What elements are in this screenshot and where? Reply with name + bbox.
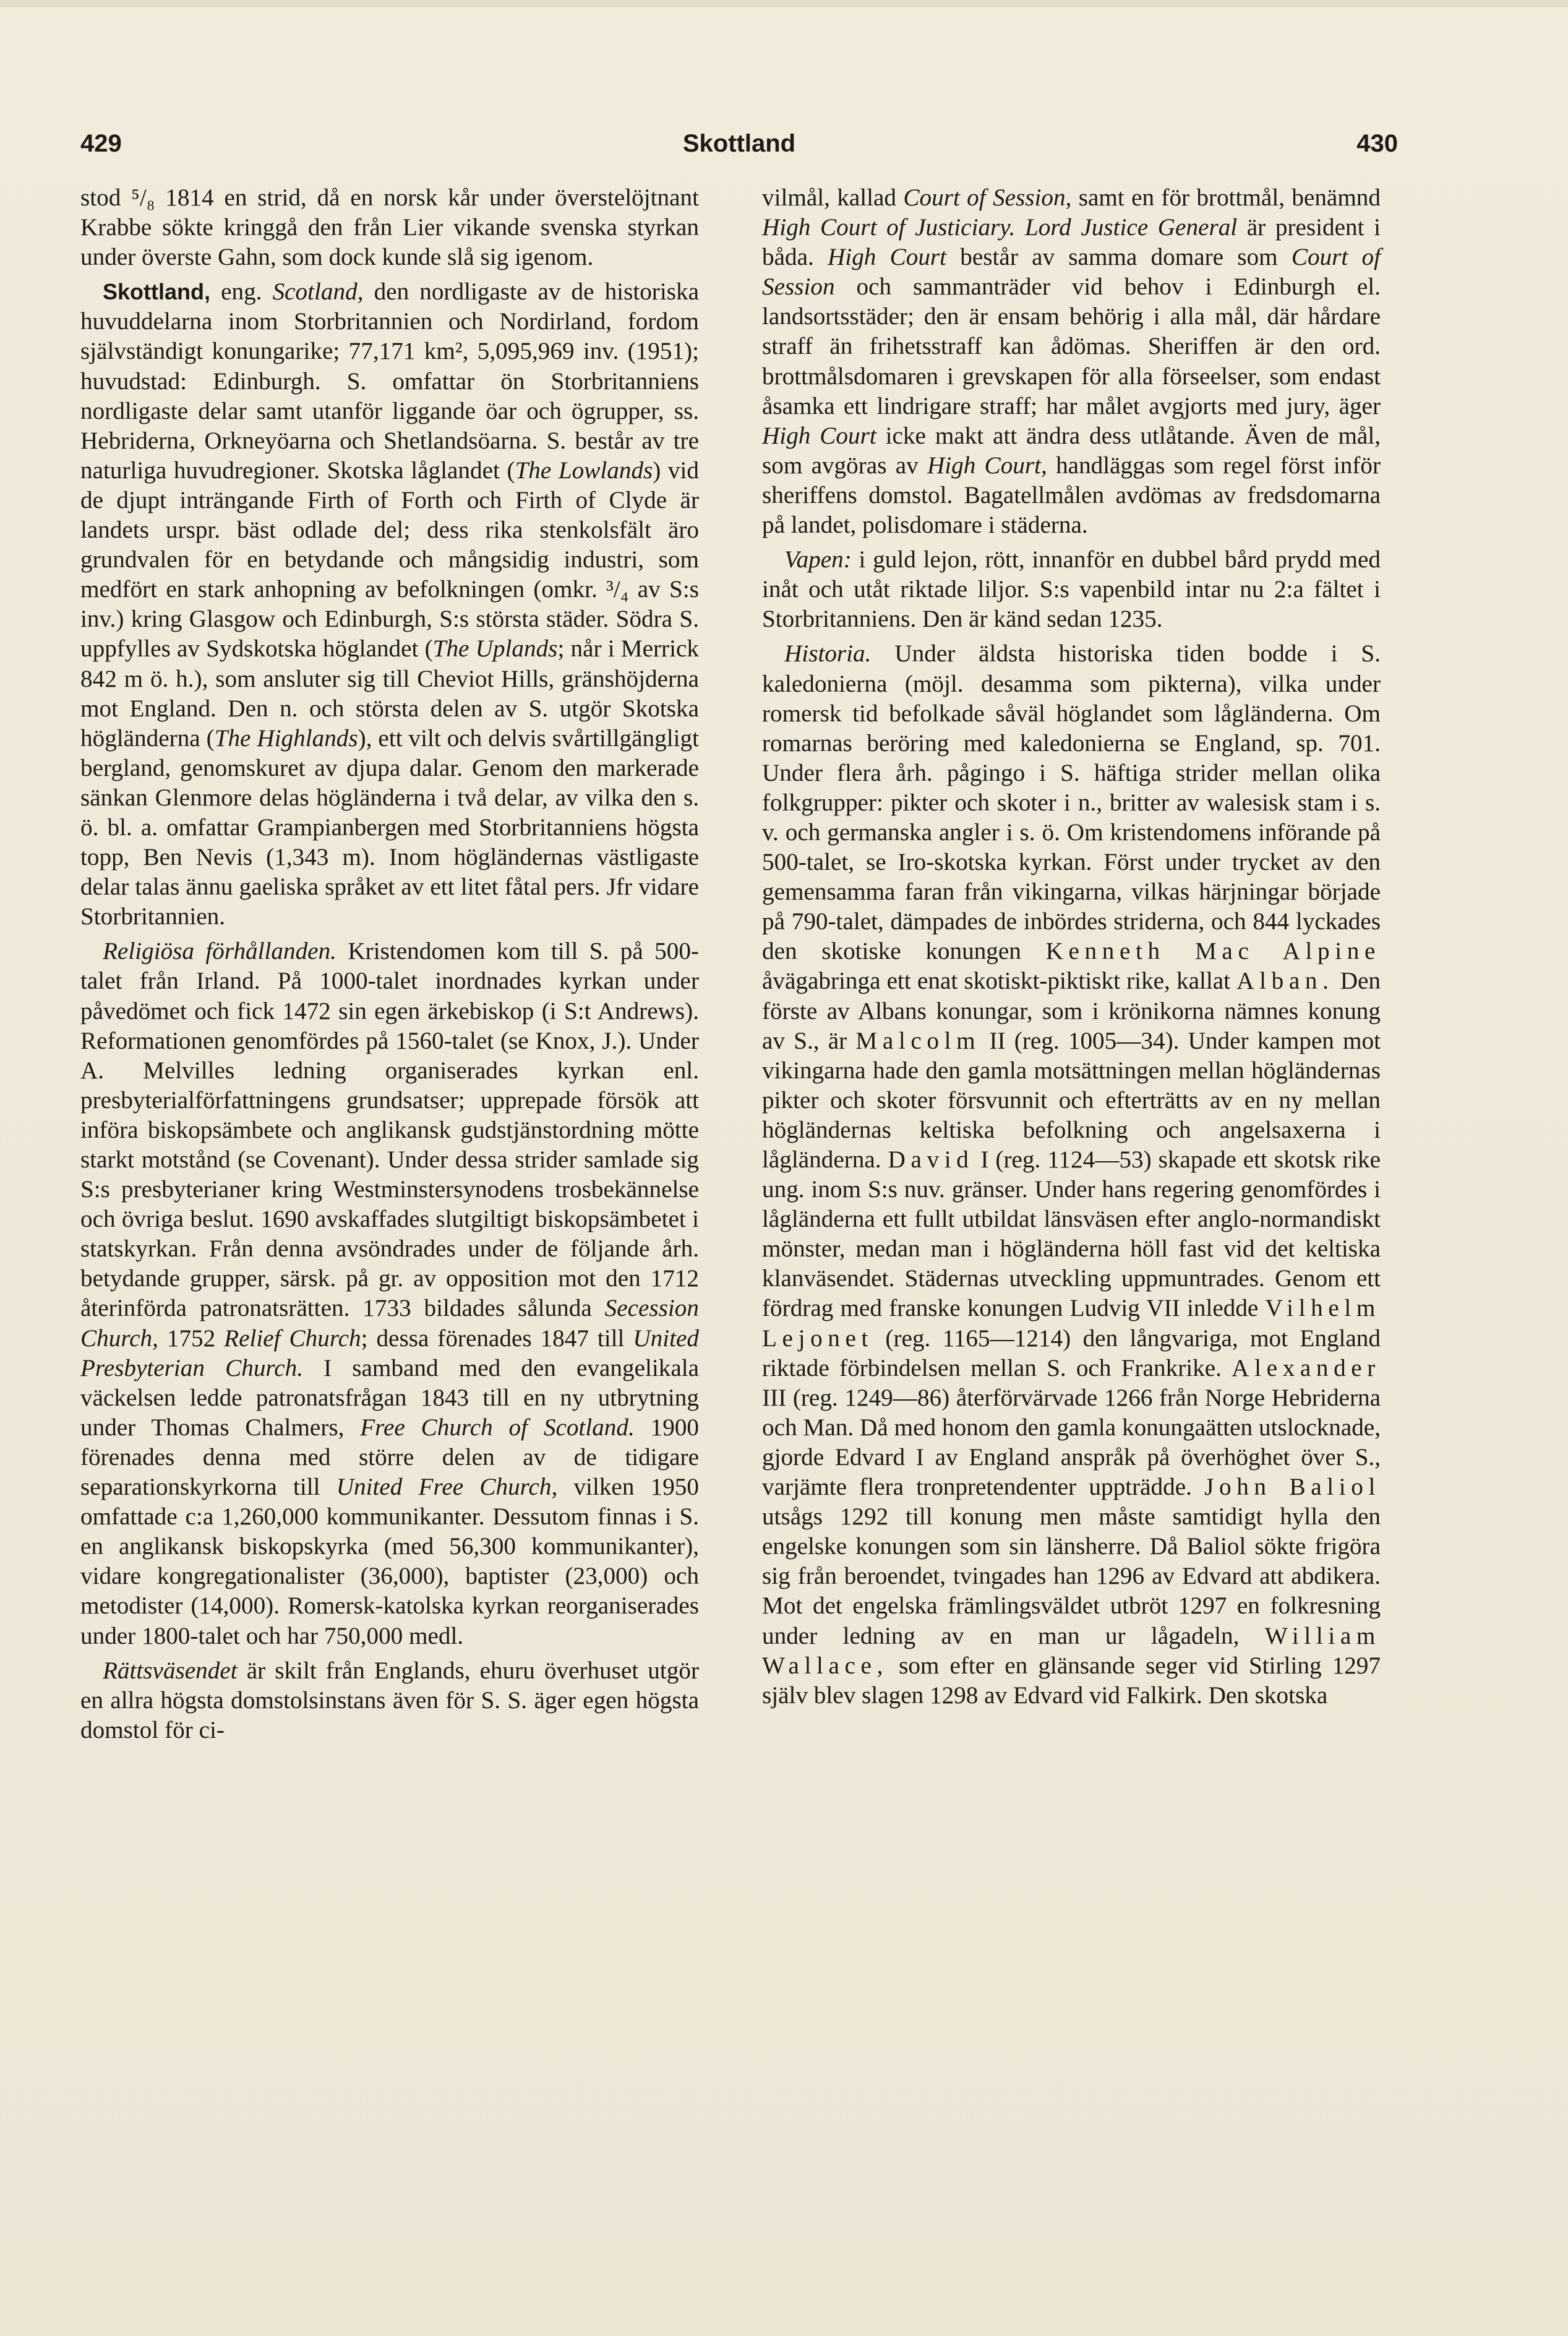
italic-text: High Court, [927, 452, 1047, 479]
running-title: Skottland [682, 130, 796, 157]
text-run: handläggas som regel först inför sheriffens domstol. Bagatellmålen avdömas av fredsdomarna på landet, polisdomare i städerna. [762, 452, 1381, 539]
italic-text: Free Church of Scotland. [360, 1414, 635, 1441]
paragraph [762, 183, 1381, 540]
text-run: III (reg. 1249—86) återförvärvade 1266 från Norge Hebriderna och Man. Då med honom den gamla konungaätten utslocknade, gjorde Edvard I av England anspråk på överhöghet över S., varjämte flera tronpretendenter uppträdde. [762, 1384, 1381, 1501]
text-run: Kristendomen kom till S. på 500-talet från Irland. På 1000-talet inordnades kyrkan under påvedömet och fick 1472 sin egen ärkebiskop (i S:t Andrews). Reformationen genomfördes på 1560-talet (se Knox, J.). Under A. Melvilles ledning organiserades kyrkan enl. presbyterialförfattningens grundsatser; upprepade försök att införa biskopsämbete och anglikansk gudstjänstordning mötte starkt motstånd (se Covenant). Under dessa strider samlade sig S:s presbyterianer kring Westminstersynodens trosbekännelse och övriga beslut. 1690 avskaffades slutgiltigt biskopsämbetet i statskyrkan. Från denna avsöndrades under de följande årh. betydande grupper, särsk. på gr. av opposition mot den 1712 återinförda patronatsrätten. 1733 bildades sålunda [80, 938, 700, 1322]
italic-text: The Uplands [432, 635, 558, 663]
text-run: utsågs 1292 till konung men måste samtidigt hylla den engelske konungen som sin länsherre. Då Baliol sökte frigöra sig från beroendet, tvingades han 1296 av Edvard att abdikera. Mot det engelska främlingsväldet utbröt 1297 en folkresning under ledning av en man ur lågadeln, [762, 1503, 1381, 1649]
paragraph [80, 1656, 699, 1745]
paragraph [80, 183, 699, 272]
page-number-left: 429 [80, 130, 122, 157]
spaced-name: Kenneth Mac Alpine [1045, 938, 1381, 965]
italic-text: Historia. [784, 640, 872, 668]
italic-text: United Presbyterian Church. [80, 1325, 700, 1381]
text-run: åvägabringa ett enat skotiskt-piktiskt rike, kallat [762, 968, 1237, 995]
page-number-right: 430 [1356, 130, 1398, 157]
text-run: stod ⁵/₈ 1814 en strid, då en norsk kår under överstelöjtnant Krabbe sökte kringgå den från Lier vikande svenska styrkan under överste Gahn, som dock kunde slå sig igenom. [80, 184, 699, 271]
text-run: vilken 1950 omfattade c:a 1,260,000 kommunikanter. Dessutom finnas i S. en anglikansk biskopskyrka (med 56,300 kommunikanter), vidare kongregationalister (36,000), baptister (23,000) och metodister (14,000). Romersk-katolska kyrkan reorganiserades under 1800-talet och har 750,000 medl. [80, 1474, 699, 1649]
text-run: 1900 förenades denna med större delen av de tidigare separationskyrkorna till [80, 1414, 700, 1501]
italic-text: Vapen: [784, 546, 852, 573]
text-run: ; dessa förenades 1847 till [361, 1325, 633, 1352]
paragraph [762, 545, 1381, 634]
italic-text: United Free Church, [336, 1474, 558, 1501]
italic-text: Lord Justice General [1024, 214, 1238, 241]
italic-text: Rättsväsendet [103, 1657, 238, 1684]
italic-text: High Court of Justiciary. [762, 214, 1016, 241]
text-run: 1752 [158, 1325, 225, 1352]
text-run: i guld lejon, rött, innanför en dubbel bård prydd med inåt och utåt riktade liljor. S:s vapenbild intar nu 2:a fältet i Storbritanniens. Den är känd sedan 1235. [762, 546, 1381, 633]
text-run: II (reg. 1005—34). Under kampen mot vikingarna hade den gamla motsättningen mellan högländernas pikter och skoter försvunnit och efterträtts av en ny mellan högländernas keltiska befolkning och angelsaxerna i lågländerna. [762, 1027, 1381, 1173]
text-run: ; når i Merrick 842 m ö. h.), som ansluter sig till Cheviot Hills, gränshöjderna mot England. Den n. och största delen av S. utgör Skotska högländerna ( [80, 635, 699, 752]
text-run: samt en för brottmål, benämnd [1071, 184, 1381, 211]
italic-text: Court of Session, [903, 184, 1072, 211]
italic-text: The Highlands [214, 724, 358, 752]
text-run: som efter en glänsande seger vid Stirling 1297 själv blev slagen 1298 av Edvard vid Falkirk. Den skotska [762, 1652, 1381, 1709]
left-text-column [80, 183, 699, 1745]
text-run: vilmål, kallad [762, 184, 904, 211]
italic-text: High Court [762, 422, 876, 449]
italic-text: Scotland, [272, 278, 364, 306]
italic-text: The Lowlands [515, 457, 653, 484]
italic-text: Court of Session [762, 244, 1381, 301]
text-run: icke makt att ändra dess utlåtande. Även de mål, som avgöras av [762, 422, 1381, 479]
spaced-name: William Wallace, [762, 1622, 1381, 1679]
text-run: består av samma domare som [946, 244, 1292, 271]
entry-headword: Skottland, [103, 279, 211, 305]
spaced-name: Vilhelm Lejonet [762, 1295, 1381, 1352]
text-run: ), ett vilt och delvis svårtillgängligt bergland, genomskuret av djupa dalar. Genom den markerade sänkan Glenmore delas högländerna i två delar, av vilka den s. ö. bl. a. omfattar Grampianbergen med Storbritanniens högsta topp, Ben Nevis (1,343 m). Inom högländernas västligaste delar talas ännu gaeliska språket av ett litet fåtal pers. Jfr vidare Storbritannien. [80, 724, 699, 930]
text-run: ) vid de djupt inträngande Firth of Forth och Firth of Clyde är landets urspr. bäst odlade del; dess rika stenkolsfält äro grundvalen för en betydande och mångsidig industri, som medfört en stark anhopning av befolkningen (omkr. ³/₄ av S:s inv.) kring Glasgow och Edinburgh, S:s största städer. Södra S. uppfylles av Sydskotska höglandet ( [80, 457, 699, 663]
spaced-name: Malcolm [855, 1027, 981, 1054]
italic-text: Religiösa förhållanden. [103, 938, 336, 965]
text-run: är president i båda. [762, 214, 1381, 271]
text-run: (reg. 1165—1214) den långvariga, mot England riktade förbindelsen mellan S. och Frankrike. [762, 1325, 1381, 1381]
right-text-column [762, 183, 1381, 1711]
spaced-name: Alban. [1236, 968, 1334, 995]
italic-text: Secession Church, [80, 1295, 699, 1352]
text-run: eng. [210, 278, 273, 306]
paragraph [80, 937, 699, 1651]
text-run: I (reg. 1124—53) skapade ett skotsk rike ung. inom S:s nuv. gränser. Under hans regering genomfördes i lågländerna ett fullt utbildat länsväsen efter anglo-normandiskt mönster, medan man i högländerna höll fast vid det keltiska klanväsendet. Städernas utveckling uppmuntrades. Genom ett fördrag med franske konungen Ludvig VII inledde [762, 1146, 1381, 1322]
italic-text: High Court [828, 244, 947, 271]
page-top-edge [0, 0, 1568, 7]
text-run: är skilt från Englands, ehuru överhuset utgör en allra högsta domstolsinstans även för S. S. äger egen högsta domstol för ci- [80, 1657, 699, 1743]
italic-text: Relief Church [224, 1325, 361, 1352]
paragraph [80, 277, 699, 932]
text-run: och sammanträder vid behov i Edinburgh el. landsortsstäder; den är ensam behörig i alla mål, där hårdare straff än frihetsstraff kan ådömas. Sheriffen är den ord. brottmålsdomaren i grevskapen för alla förseelser, som endast åsamka ett lindrigare straff; har målet avgjorts med jury, äger [762, 273, 1381, 419]
text-run: den nordligaste av de historiska huvuddelarna inom Storbritannien och Nordirland, fordom självständigt konungarike; 77,171 km², 5,095,969 inv. (1951); huvudstad: Edinburgh. S. omfattar ön Storbritanniens nordligaste delar samt utanför liggande öar och ögrupper, ss. Hebriderna, Orkneyöarna och Shetlandsöarna. S. består av tre naturliga huvudregioner. Skotska låglandet ( [80, 278, 699, 484]
text-run: Den förste av Albans konungar, som i krönikorna nämnes konung av S., är [762, 968, 1381, 1054]
spaced-name: Alexander [1232, 1354, 1381, 1381]
spaced-name: David [888, 1146, 974, 1173]
text-run: I samband med den evangelikala väckelsen ledde patronatsfrågan 1843 till en ny utbrytning under Thomas Chalmers, [80, 1354, 700, 1441]
paragraph [762, 639, 1381, 1710]
text-run [1015, 214, 1025, 241]
running-header [80, 130, 1398, 173]
spaced-name: John Baliol [1204, 1474, 1381, 1501]
text-run: Under äldsta historiska tiden bodde i S. kaledonierna (möjl. desamma som pikterna), vilka under romersk tid befolkade såväl höglandet som lågländerna. Om romarnas beröring med kaledonierna se England, sp. 701. Under flera årh. pågingo i S. häftiga strider mellan olika folkgrupper: pikter och skoter i n., britter av walesisk stam i s. v. och germanska angler i s. ö. Om kristendomens införande på 500-talet, se Iro-skotska kyrkan. Först under trycket av den gemensamma faran från vikingarna, vilkas härjningar började på 790-talet, dämpades de inbördes striderna, och 844 lyckades den skotiske konungen [762, 640, 1381, 965]
